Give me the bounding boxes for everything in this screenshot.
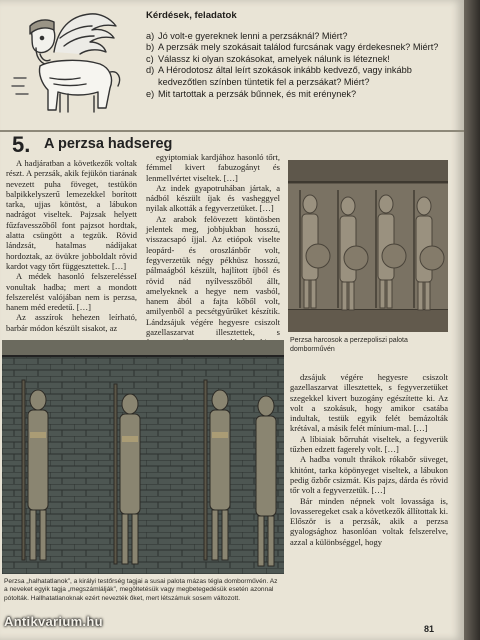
page-number: 81 [424,624,435,634]
question-item [146,89,446,101]
paragraph: Bár minden népnek volt lovassága is, lovasseregeket csak a következők állítottak ki. Először is a perzsák, akik a perzsa gyalogsághoz hasonlóan voltak felszerelve, azzal a különbséggel, hogy [290,495,448,547]
paragraph: Az indek gyapotruhában jártak, a nádból készült íjak és vasheggyel nyilak alkották a fegyverzetüket. […] [146,182,280,214]
susa-frieze-photo [2,340,284,574]
question-letter: c) [146,53,154,64]
questions-box [146,10,446,100]
text-column-middle [146,152,280,358]
persepolis-relief-photo [288,160,448,332]
question-text: A perzsák mely szokásait találod furcsának vagy érdekesnek? Miért? [158,42,439,53]
question-text: Válassz ki olyan szokásokat, amelyek nálunk is léteznek! [158,53,390,64]
section-title: A perzsa hadsereg [44,136,173,152]
paragraph: dzsájuk végére hegyesre csiszolt gazellaszarvat illesztettek, s fegyverzetüket szegekkel kivert buzogány egészítette ki. Az volt a szokásuk, hogy amikor csatába indultak, testük egyik felét bemázolták krétával, a másik felét mínium-mal. […] [290,372,448,434]
question-letter: a) [146,30,155,41]
paragraph: A médek hasonló felszerelésseI vonultak hadba; mert a mondott felszerelést valójában nem is perzsa, hanem méd eredetű. […] [6,271,137,313]
question-item [146,31,446,43]
questions-title: Kérdések, feladatok [146,10,237,21]
paragraph: A hadjáratban a következők voltak részt. A perzsák, akik fejükön tiarának nevezett puha föveget, testükön balpikkelyszerű lemezekkel borított tarka, ujjas köntöst, a lábukon nadrágot viseltek. Pajzsak helyett fűzfavesszőből font pajzsot hordtak, alatta csüngött a tegzük. Rövid lándzsát, hatalmas nádíjakat hordoztak, az övükre jobboldalt rövid kardot vagy tőrt függesztettek. […] [6,158,137,271]
section-heading [0,130,464,157]
paragraph: Az arabok felövezett köntösben jelentek meg, jobbjukban hosszú, visszacsapó íjjal. Az etiópok viselte leopárd- és oroszlánbőr volt, fegyverzetük négy pékhüsz hosszú, pálmaágból készült, hajlított íjból és rövid nád nyílvesszőből állt, amelyeknek a hegye nem vasból, hanem ából a fajta kőből volt, amilyenből a pecsétgyűrűket készítik. Lándzsájuk végére hegyesre csiszolt gazellaszarvat illesztettek, s [146,213,280,338]
question-text: Mit tartottak a perzsák bűnnek, és mit erénynek? [158,88,357,99]
paragraph: A hadba vonult thrákok rókabőr süveget, khitónt, tarka köpönyeget viseltek, a lábukon pedig őzbőr csizmát. Kis pajzs, dárda és rövid tőr volt a fegyverzetük. […] [290,454,448,496]
text-column-right [290,372,448,547]
question-letter: e) [146,88,155,99]
question-item [146,42,446,54]
photo-caption: Perzsa harcosok a perzepoliszi palota domborművén [290,337,408,353]
question-item [146,65,446,88]
section-number: 5. [12,132,31,157]
paragraph: Az asszírok hehezen leírható, barbár módon készült sisakot, az [6,312,137,333]
question-text: Jó volt-e gyereknek lenni a perzsáknál? Miért? [158,30,348,41]
question-text: A Hérodotosz által leírt szokások inkább kedvező, vagy inkább kedvezőtlen színben tüntetik fel a perzsákat? Miért? [158,65,412,87]
photo-caption: Perzsa „halhatatlanok”, a királyi testőrség tagjai a susai palota mázas tégla domborművén. Az a neveket egyik tagja „megszámlálják”, megöltetésük vagy megbetegedésük esetén azonnal pótolták. Hallhatatlanoknak ezért nevezték őket, mert létszámuk sosem változott. [4,578,278,602]
paragraph: A líbiaiak bőrruhát viseltek, a fegyverük tűzben edzett fagerely volt. […] [290,433,448,455]
text-column-left [6,158,137,333]
question-letter: b) [146,42,155,53]
question-item [146,54,446,66]
winged-bull-illustration [10,8,128,120]
book-spine-edge [464,0,480,640]
question-letter: d) [146,65,155,76]
watermark: Antikvarium.hu [4,614,103,629]
paragraph: egyiptomiak kardjához hasonló tőrt, fémmel kivert fabuzogányt és lenmellvértet viseltek. […] [146,152,280,183]
